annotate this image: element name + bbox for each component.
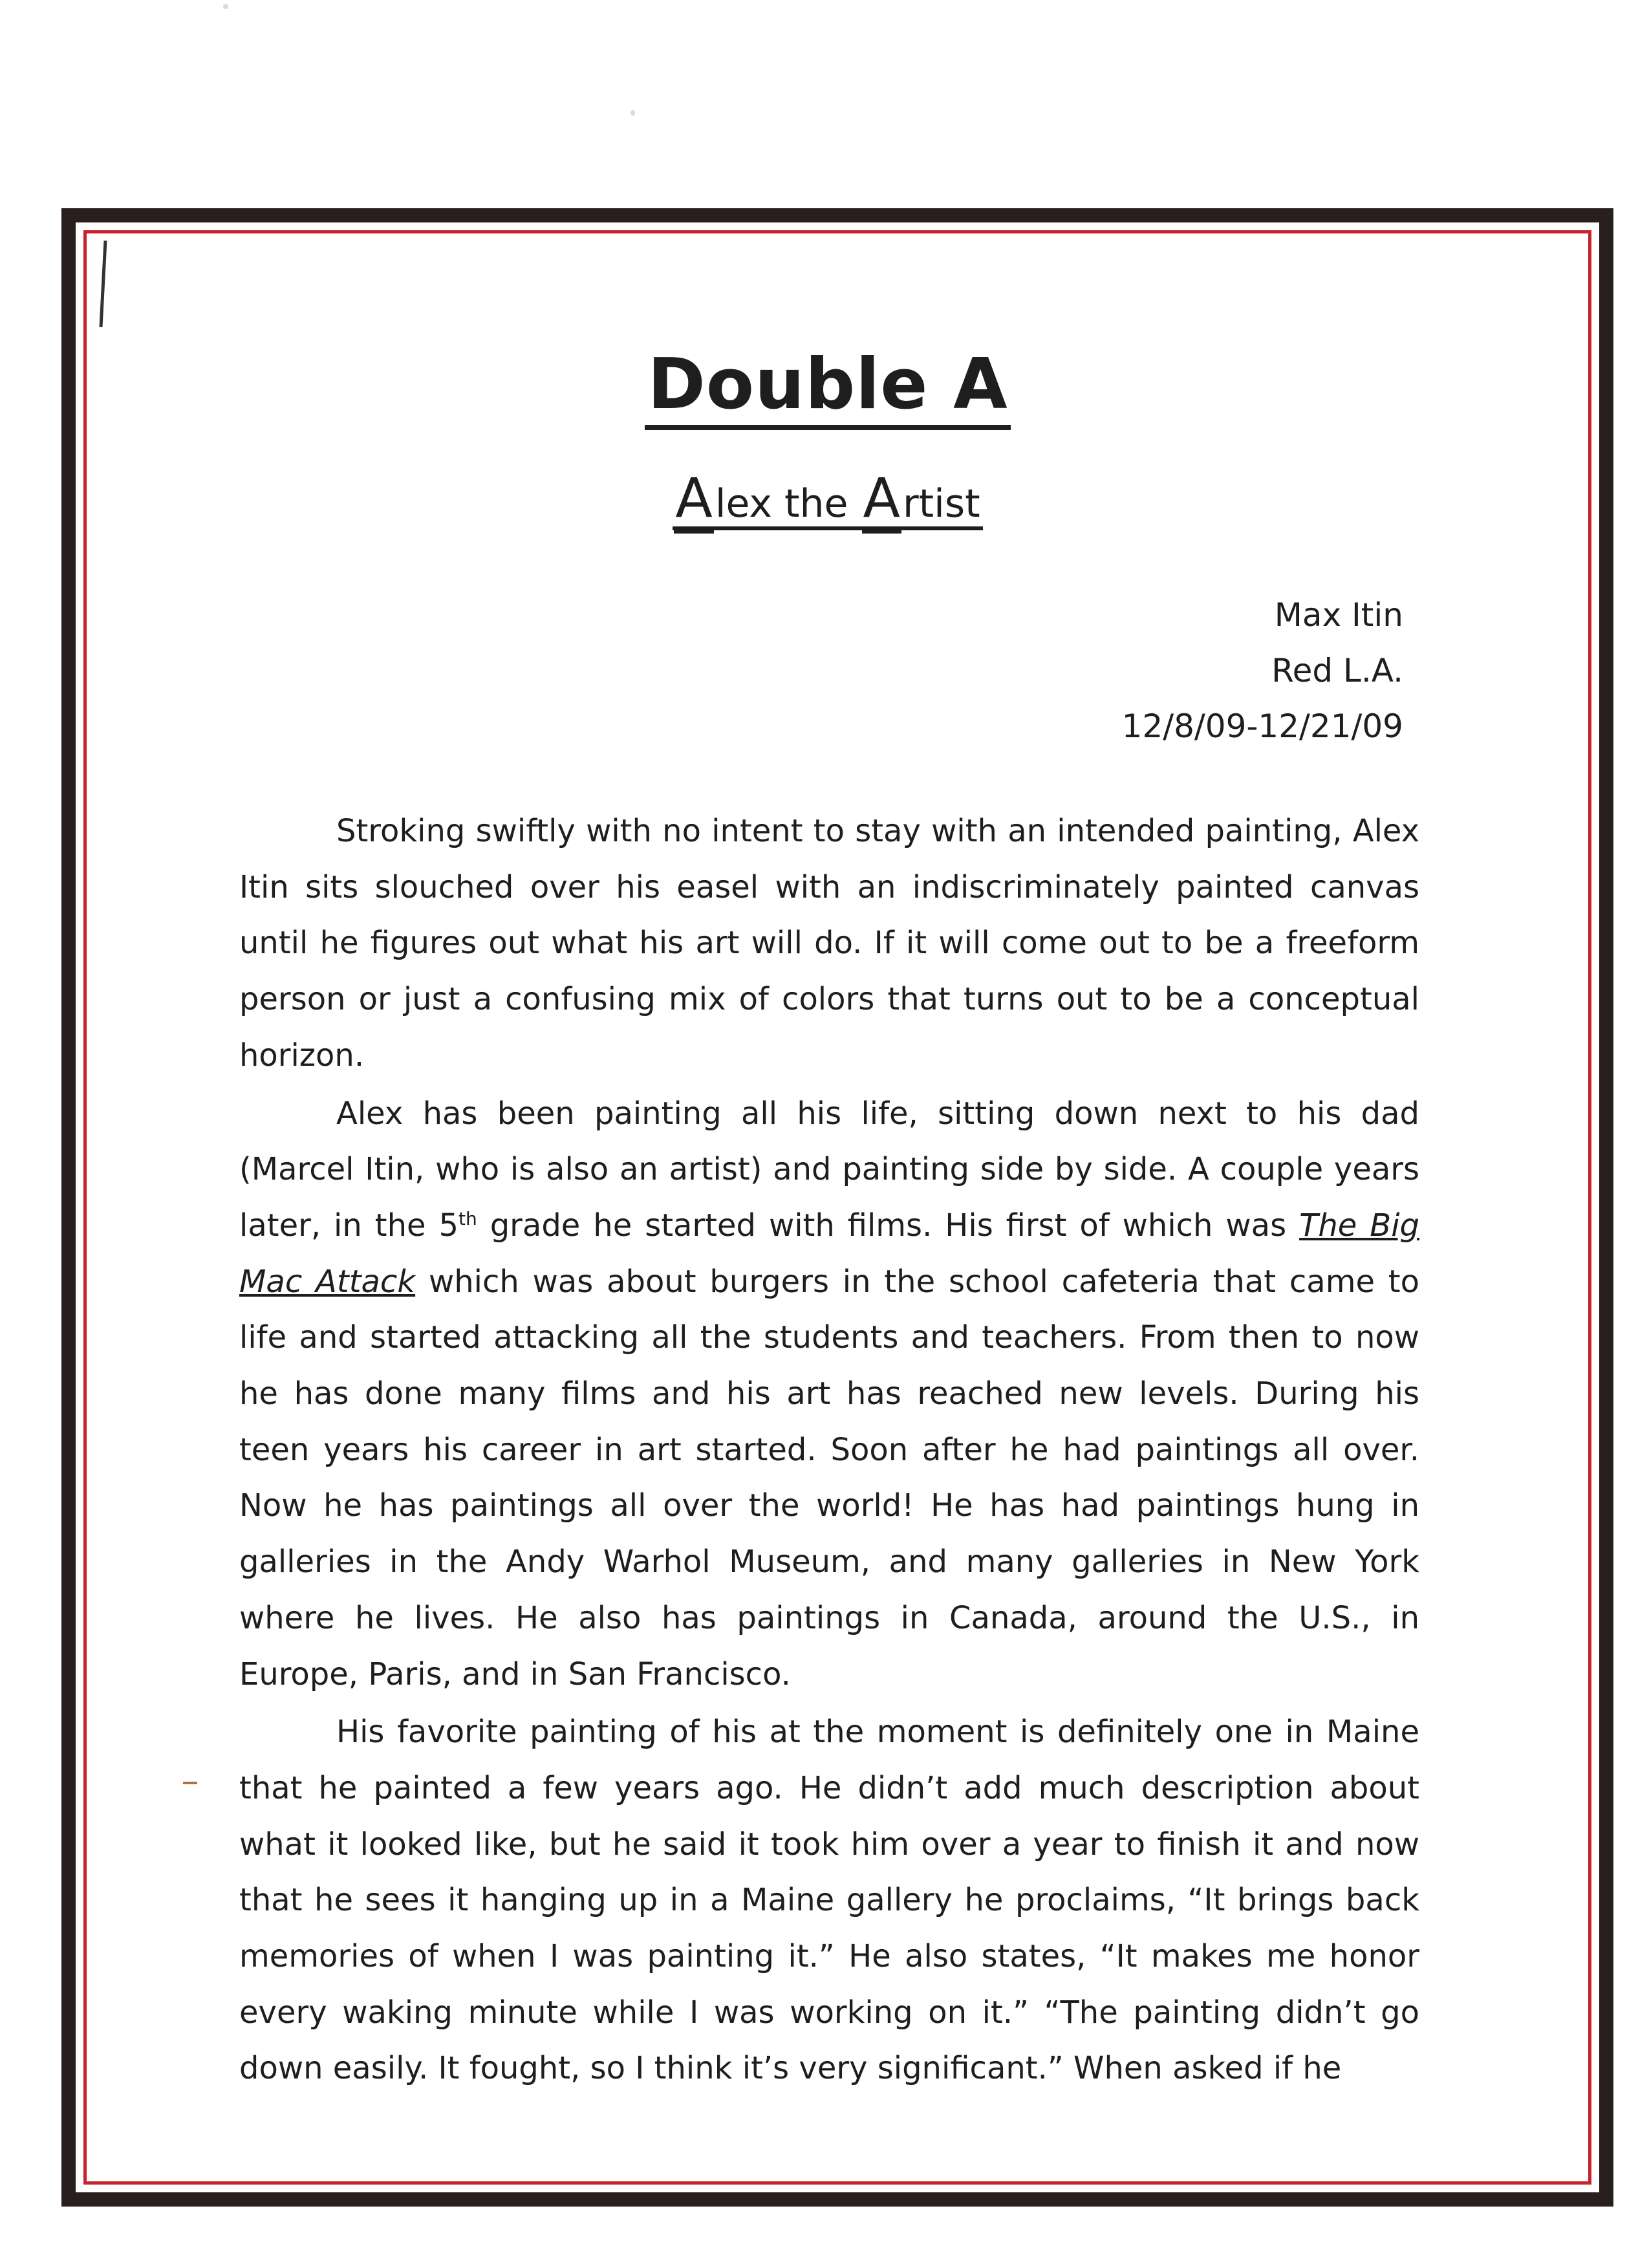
scan-speck (630, 110, 635, 116)
document-title (239, 336, 1416, 433)
ordinal-suffix: th (458, 1207, 477, 1229)
subtitle-part-1: lex the (714, 481, 862, 530)
paragraph-1: Stroking swiftly with no intent to stay with an intended painting, Alex Itin sits slouched over his easel with an indiscriminately painted canvas until he figures out what his art will do. If it will come out to be a freeform person or just a confusing mix of colors that turns out to be a conceptual horizon. (239, 813, 1419, 1074)
document-subtitle-text (673, 466, 982, 530)
document-subtitle (239, 466, 1416, 536)
paragraph-2-rest: which was about burgers in the school cafeteria that came to life and started attacking all the students and teachers. From then to now he has done many films and his art has reached new levels. During his teen years his career in art started. Soon after he had paintings all over. Now he has paintings all over the world! He has had paintings hung in galleries in the Andy Warhol Museum, and many galleries in New York where he lives. He also has paintings in Canada, around the U.S., in Europe, Paris, and in San Francisco. (239, 1263, 1419, 1692)
paragraph-3: His favorite painting of his at the moment is definitely one in Maine that he painted a few years ago. He didn’t add much description about what it looked like, but he said it took him over a year to finish it and now that he sees it hanging up in a Maine gallery he proclaims, “It brings back memories of when I was painting it.” He also states, “It makes me honor every waking minute while I was working on it.” “The painting didn’t go down easily. It fought, so I think it’s very significant.” When asked if he (239, 1714, 1419, 2087)
subtitle-cap-a: A (674, 466, 713, 534)
paragraph-2-mid: grade he started with films. His first of which was (477, 1207, 1300, 1244)
subtitle-cap-a-2: A (862, 466, 901, 534)
author-name: Max Itin (1274, 596, 1403, 634)
margin-mark (183, 1782, 197, 1784)
film-title: The Big Mac Attack (239, 1207, 1420, 1300)
byline (1122, 587, 1403, 754)
class-name: Red L.A. (1271, 652, 1403, 689)
document-title-text: Double A (645, 344, 1011, 430)
scan-speck (223, 4, 228, 9)
date-range: 12/8/09-12/21/09 (1121, 707, 1403, 745)
article-body (239, 803, 1419, 2099)
paragraph-2 (239, 1086, 1419, 1703)
paragraph-2-lead: Alex has been painting all his life, sitting down next to his dad (Marcel Itin, who is also an artist) and painting side by side. A couple years later, in the 5 (239, 1095, 1419, 1244)
subtitle-part-2: rtist (901, 481, 982, 530)
